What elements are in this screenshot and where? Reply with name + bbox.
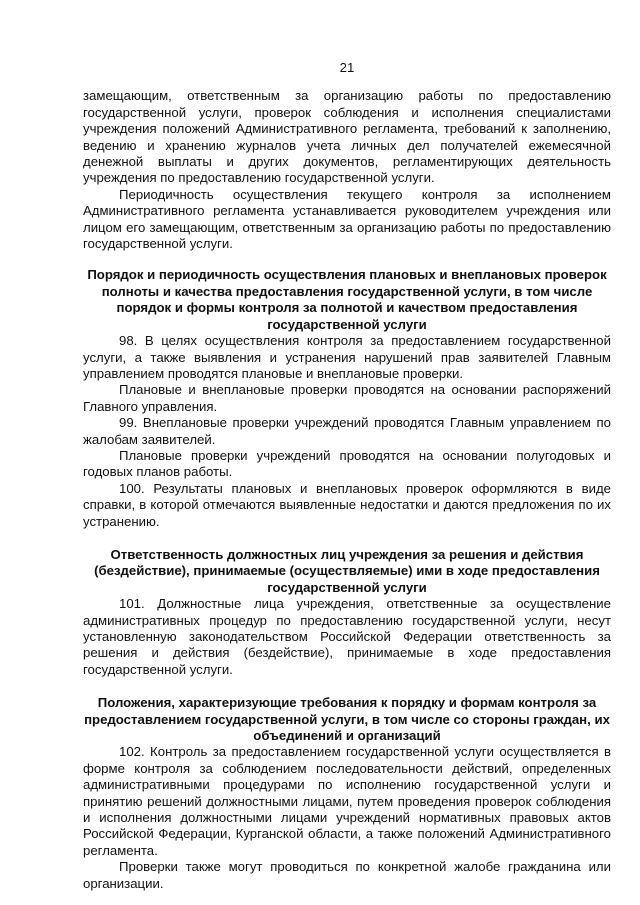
clause-98-continued: Плановые и внеплановые проверки проводятся на основании распоряжений Главного управления. [83, 382, 611, 414]
clause-101: 101. Должностные лица учреждения, ответственные за осуществление административных процедур по предоставлению государственной услуги, несут установленную законодательством Российской Федерации ответственность за решения и действия (бездействие), принимаемые в ходе предоставления государственной услуги. [83, 596, 611, 677]
clause-99-continued: Плановые проверки учреждений проводятся на основании полугодовых и годовых планов работы. [83, 447, 611, 480]
clause-98: 98. В целях осуществления контроля за предоставлением государственной услуги, а также выявления и устранения нарушений прав заявителей Главным управлением проводятся плановые и внеплановые проверки. [83, 333, 611, 381]
section-heading: Порядок и периодичность осуществления плановых и внеплановых проверок полноты и качества предоставления государственной услуги, в том числе порядок и формы контроля за полнотой и качеством предоставления государственной услуги [87, 267, 607, 332]
intro-paragraph: замещающим, ответственным за организацию работы по предоставлению государственной услуги, проверок соблюдения и исполнения специалистами учреждения положений Административного регламента, требований к заполнению, ведению и хранению журналов учета личных дел получателей ежемесячной денежной выплаты и других документов, регламентирующих деятельность учреждения по предоставлению государственной услуги. [83, 88, 611, 186]
clause-100: 100. Результаты плановых и внеплановых проверок оформляются в виде справки, в которой отмечаются выявленные недостатки и даются предложения по их устранению. [83, 480, 611, 529]
intro-paragraph: Периодичность осуществления текущего контроля за исполнением Административного регламента устанавливается руководителем учреждения или лицом его замещающим, ответственным за организацию работы по предоставлению государственной услуги. [83, 186, 611, 252]
clause-102-continued: Проверки также могут проводиться по конкретной жалобе гражданина или организации. [83, 859, 611, 891]
section-heading: Ответственность должностных лиц учреждения за решения и действия (бездействие), принимаемые (осуществляемые) ими в ходе предоставления государственной услуги [94, 546, 600, 595]
section-heading: Положения, характеризующие требования к порядку и формам контроля за предоставлением государственной услуги, в том числе со стороны граждан, их объединений и организаций [84, 695, 610, 744]
page-number: 21 [339, 60, 355, 75]
clause-99: 99. Внеплановые проверки учреждений проводятся Главным управлением по жалобам заявителей. [83, 415, 611, 447]
document-page [83, 60, 611, 892]
clause-102: 102. Контроль за предоставлением государственной услуги осуществляется в форме контроля за соблюдением последовательности действий, определенных административными процедурами по исполнению государственной услуги и принятию решений должностными лицами, путем проведения проверок соблюдения и исполнения должностными лицами учреждений нормативных правовых актов Российской Федерации, Курганской области, а также положений Административного регламента. [83, 744, 611, 858]
